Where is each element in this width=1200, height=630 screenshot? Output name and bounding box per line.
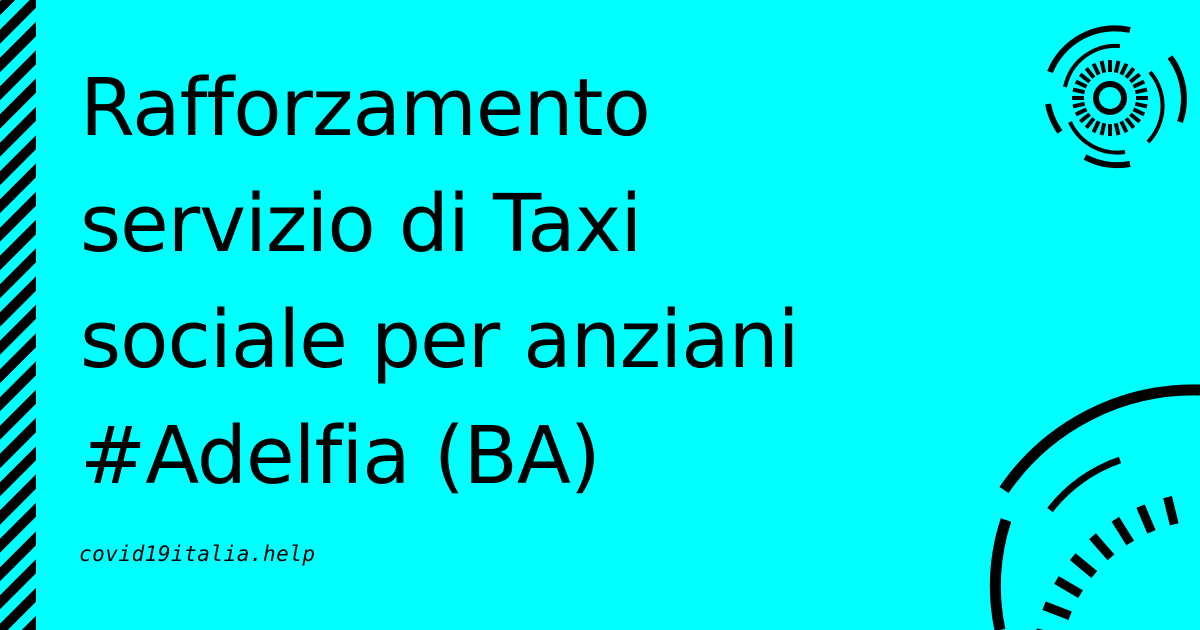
dial-tick: [1121, 64, 1126, 75]
dial-tick: [1093, 536, 1111, 557]
dial-tick: [1076, 82, 1087, 87]
dial-tick: [1115, 519, 1130, 543]
dial-tick: [1094, 64, 1099, 75]
dial-tick: [1135, 104, 1147, 107]
dial-tick: [1133, 82, 1144, 87]
dial-tick: [1141, 506, 1152, 532]
dial-tick: [1094, 121, 1099, 132]
dial-tick: [1135, 90, 1147, 93]
dial-tick: [1126, 118, 1133, 127]
headline: [80, 50, 1040, 514]
dial-tick: [1116, 123, 1119, 135]
radial-dial-icon: [980, 370, 1200, 630]
striped-border: [0, 0, 36, 630]
dial-tick: [1168, 497, 1175, 524]
site-url: covid19italia.help: [79, 542, 316, 566]
headline-line: sociale per anziani: [80, 294, 799, 386]
dial-tick: [1073, 104, 1085, 107]
headline-line: #Adelfia (BA): [80, 410, 600, 502]
dial-tick: [1130, 74, 1139, 81]
dial-tick: [1073, 557, 1095, 575]
dial-tick: [1133, 109, 1144, 114]
dial-tick: [1116, 61, 1119, 73]
dial-tick: [1126, 68, 1133, 77]
dial-ticks: [1072, 60, 1148, 136]
dial-tick: [1102, 123, 1105, 135]
headline-line: servizio di Taxi: [80, 178, 642, 270]
dial-tick: [1076, 109, 1087, 114]
headline-line: Rafforzamento: [80, 62, 650, 154]
dial-tick: [1130, 114, 1139, 121]
dial-tick: [1086, 68, 1093, 77]
dial-tick: [1086, 118, 1093, 127]
dial-ticks: [1032, 497, 1174, 630]
dial-tick: [1080, 114, 1089, 121]
dial-tick: [1121, 121, 1126, 132]
radial-target-icon: [1030, 12, 1200, 182]
dial-tick: [1073, 90, 1085, 93]
dial-tick: [1080, 74, 1089, 81]
dial-tick: [1102, 61, 1105, 73]
dial-tick: [1044, 606, 1070, 616]
dial-tick: [1056, 580, 1080, 594]
